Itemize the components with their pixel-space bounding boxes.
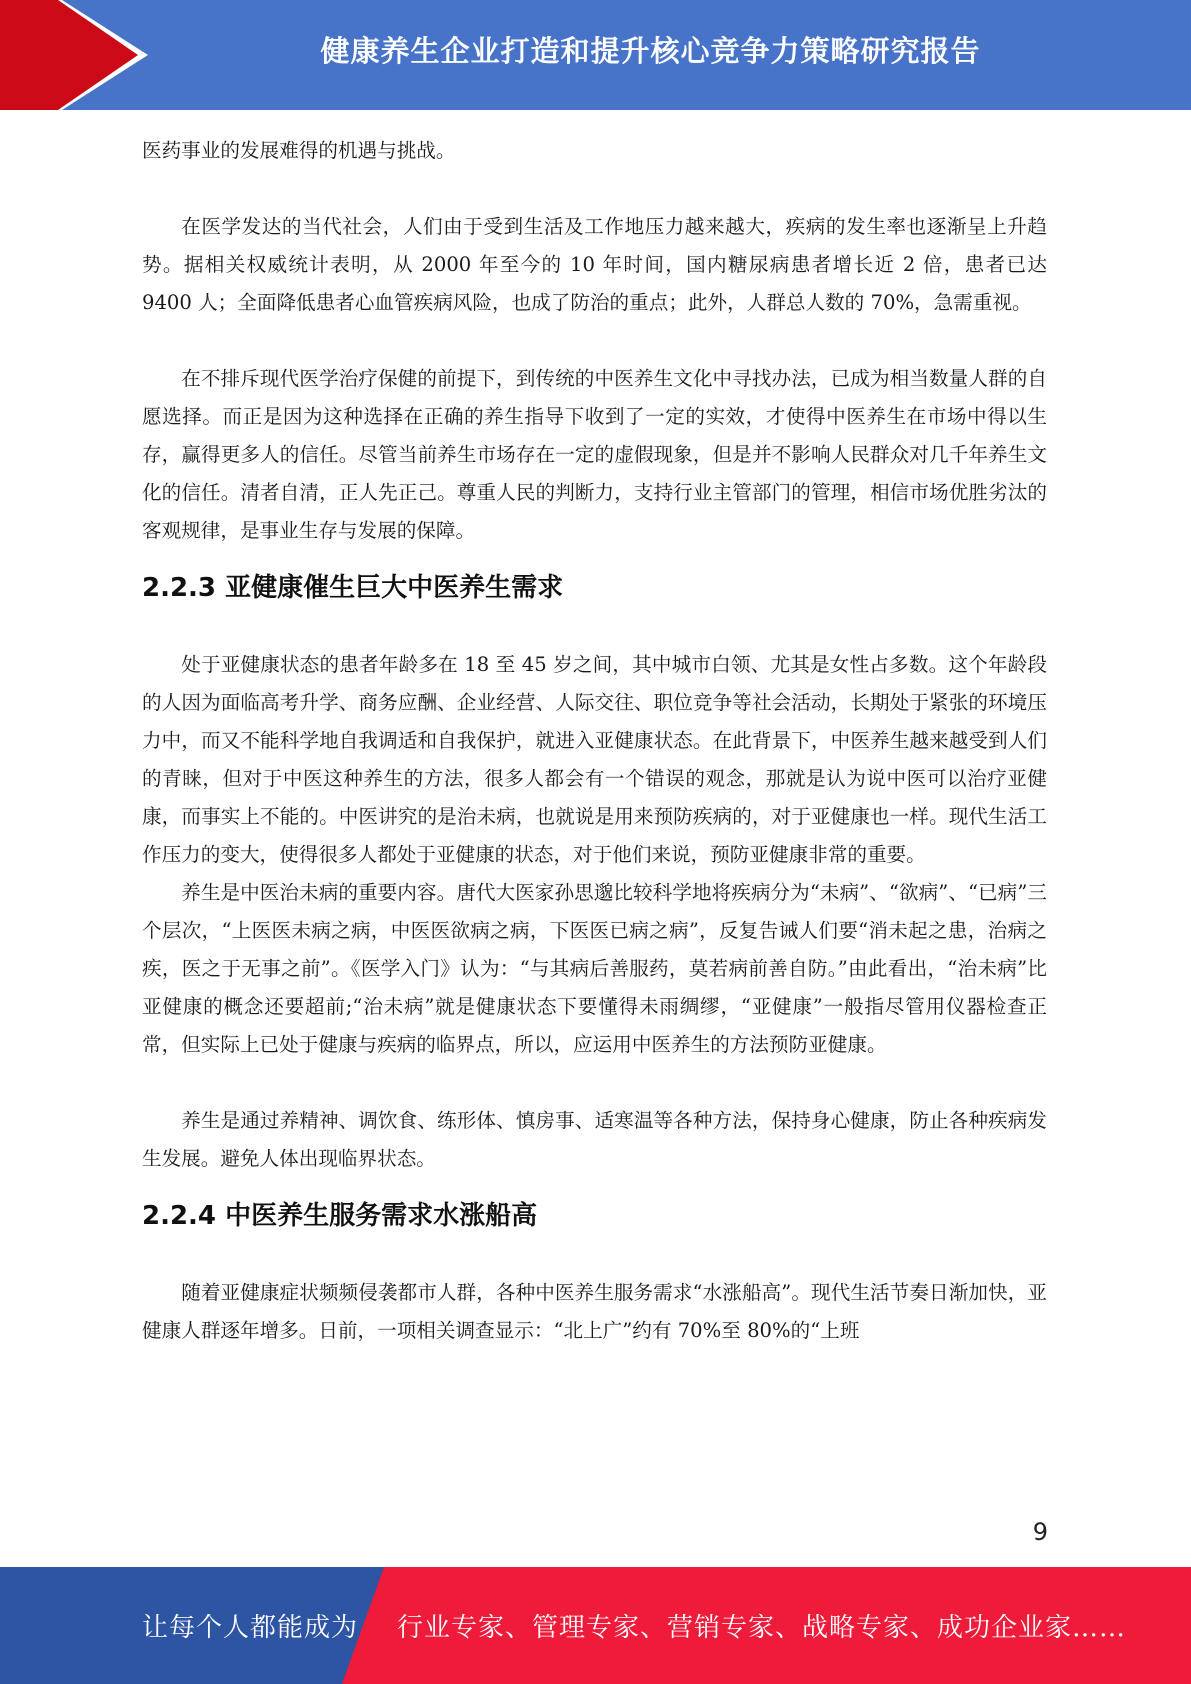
page-footer <box>0 1567 1191 1684</box>
paragraph: 随着亚健康症状频频侵袭都市人群，各种中医养生服务需求“水涨船高”。现代生活节奏日渐加快，亚健康人群逐年增多。日前，一项相关调查显示：“北上广”约有 70%至 80%的“上班 <box>142 1281 1047 1342</box>
page-number: 9 <box>1032 1518 1048 1546</box>
paragraph: 养生是通过养精神、调饮食、练形体、慎房事、适寒温等各种方法，保持身心健康，防止各种疾病发生发展。避免人体出现临界状态。 <box>142 1109 1047 1170</box>
paragraph: 在医学发达的当代社会，人们由于受到生活及工作地压力越来越大，疾病的发生率也逐渐呈上升趋势。据相关权威统计表明，从 2000 年至今的 10 年时间，国内糖尿病患者增长近 2 倍，患者已达 9400 人；全面降低患者心血管疾病风险，也成了防治的重点；此外，人群总人数的 70%，急需重视。 <box>142 215 1047 314</box>
section-heading: 2.2.4 中医养生服务需求水涨船高 <box>142 1201 538 1231</box>
document-body <box>142 132 1047 1350</box>
paragraph: 养生是中医治未病的重要内容。唐代大医家孙思邈比较科学地将疾病分为“未病”、“欲病”、“已病”三个层次，“上医医未病之病，中医医欲病之病，下医医已病之病”，反复告诫人们要“消未起之患，治病之疾，医之于无事之前”。《医学入门》认为：“与其病后善服药，莫若病前善自防。”由此看出，“治未病”比亚健康的概念还要超前;“治未病”就是健康状态下要懂得未雨绸缪，“亚健康”一般指尽管用仪器检查正常，但实际上已处于健康与疾病的临界点，所以，应运用中医养生的方法预防亚健康。 <box>142 881 1047 1056</box>
paragraph: 在不排斥现代医学治疗保健的前提下，到传统的中医养生文化中寻找办法，已成为相当数量人群的自愿选择。而正是因为这种选择在正确的养生指导下收到了一定的实效，才使得中医养生在市场中得以生存，赢得更多人的信任。尽管当前养生市场存在一定的虚假现象，但是并不影响人民群众对几千年养生文化的信任。清者自清，正人先正己。尊重人民的判断力，支持行业主管部门的管理，相信市场优胜劣汰的客观规律，是事业生存与发展的保障。 <box>142 367 1047 542</box>
page-header <box>0 0 1191 110</box>
paragraph: 处于亚健康状态的患者年龄多在 18 至 45 岁之间，其中城市白领、尤其是女性占多数。这个年龄段的人因为面临高考升学、商务应酬、企业经营、人际交往、职位竞争等社会活动，长期处于紧张的环境压力中，而又不能科学地自我调适和自我保护，就进入亚健康状态。在此背景下，中医养生越来越受到人们的青睐，但对于中医这种养生的方法，很多人都会有一个错误的观念，那就是认为说中医可以治疗亚健康，而事实上不能的。中医讲究的是治未病，也就说是用来预防疾病的，对于亚健康也一样。现代生活工作压力的变大，使得很多人都处于亚健康的状态，对于他们来说，预防亚健康非常的重要。 <box>142 653 1047 866</box>
paragraph: 医药事业的发展难得的机遇与挑战。 <box>142 139 456 162</box>
section-heading: 2.2.3 亚健康催生巨大中医养生需求 <box>142 573 564 603</box>
footer-slogan-left: 让每个人都能成为 <box>142 1613 359 1643</box>
report-title: 健康养生企业打造和提升核心竞争力策略研究报告 <box>320 33 981 68</box>
footer-slogan-right: 行业专家、管理专家、营销专家、战略专家、成功企业家…… <box>397 1613 1127 1643</box>
